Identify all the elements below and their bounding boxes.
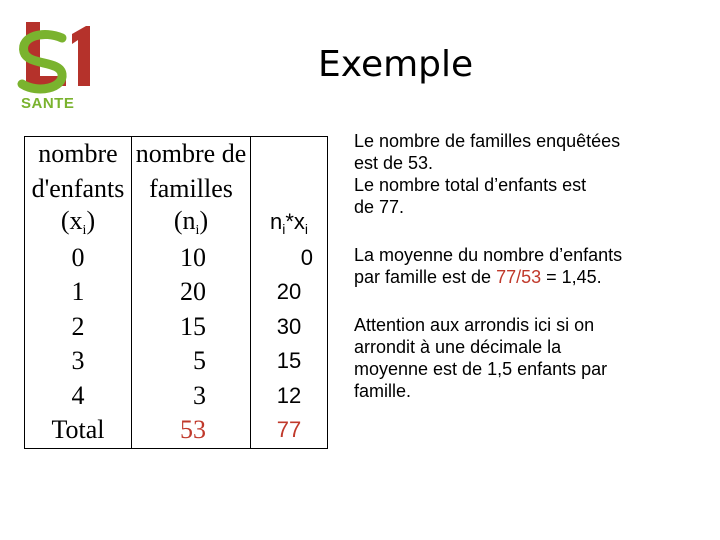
table-cell: 3	[132, 379, 251, 414]
header-cell: $(n_i)$	[132, 206, 251, 241]
table-cell: 1	[25, 275, 132, 310]
paragraph-totals	[354, 130, 694, 218]
table-row	[25, 275, 328, 310]
table-cell: 12	[251, 379, 328, 414]
table-cell: 15	[132, 310, 251, 345]
table-row	[25, 344, 328, 379]
explanation-text	[354, 130, 694, 428]
table-cell: Total	[25, 413, 132, 448]
header-cell: familles	[132, 172, 251, 207]
table-cell: 0	[251, 241, 328, 276]
text-line: de 77.	[354, 197, 405, 217]
table-cell: 30	[251, 310, 328, 345]
table-cell: 20	[132, 275, 251, 310]
table-cell: 5	[132, 344, 251, 379]
table-cell: 3	[25, 344, 132, 379]
page-title: Exemple	[318, 44, 474, 85]
header-cell: $(x_i)$	[25, 206, 132, 241]
logo-text: SANTE	[21, 95, 75, 112]
header-cell: $n_i*x_i$	[251, 206, 328, 241]
header-cell	[251, 137, 328, 172]
table-cell: 77	[251, 413, 328, 448]
table-header-row	[25, 137, 328, 172]
table-cell: 0	[25, 241, 132, 276]
table-cell: 15	[251, 344, 328, 379]
header-cell: nombre de	[132, 137, 251, 172]
table-row	[25, 310, 328, 345]
paragraph-rounding	[354, 314, 694, 402]
table-cell: 10	[132, 241, 251, 276]
text-line: moyenne est de 1,5 enfants par	[354, 359, 608, 379]
fraction-highlight: 77/53	[496, 267, 542, 287]
text-line: famille.	[354, 381, 412, 401]
text-line: = 1,45.	[541, 267, 602, 287]
table-header-row	[25, 172, 328, 207]
table-cell: 53	[132, 413, 251, 448]
table-header-row	[25, 206, 328, 241]
data-table	[24, 136, 328, 449]
text-line: Le nombre de familles enquêtées	[354, 131, 621, 151]
text-line: est de 53.	[354, 153, 434, 173]
text-line: Attention aux arrondis ici si on	[354, 315, 595, 335]
paragraph-mean	[354, 244, 694, 288]
table-cell: 4	[25, 379, 132, 414]
table-row	[25, 379, 328, 414]
table-cell: 20	[251, 275, 328, 310]
header-cell: d'enfants	[25, 172, 132, 207]
header-cell	[251, 172, 328, 207]
header-cell: nombre	[25, 137, 132, 172]
text-line: arrondit à une décimale la	[354, 337, 562, 357]
table-row	[25, 241, 328, 276]
text-line: Le nombre total d’enfants est	[354, 175, 587, 195]
table-cell: 2	[25, 310, 132, 345]
text-line: par famille est de	[354, 267, 497, 287]
table-total-row	[25, 413, 328, 448]
text-line: La moyenne du nombre d’enfants	[354, 245, 623, 265]
